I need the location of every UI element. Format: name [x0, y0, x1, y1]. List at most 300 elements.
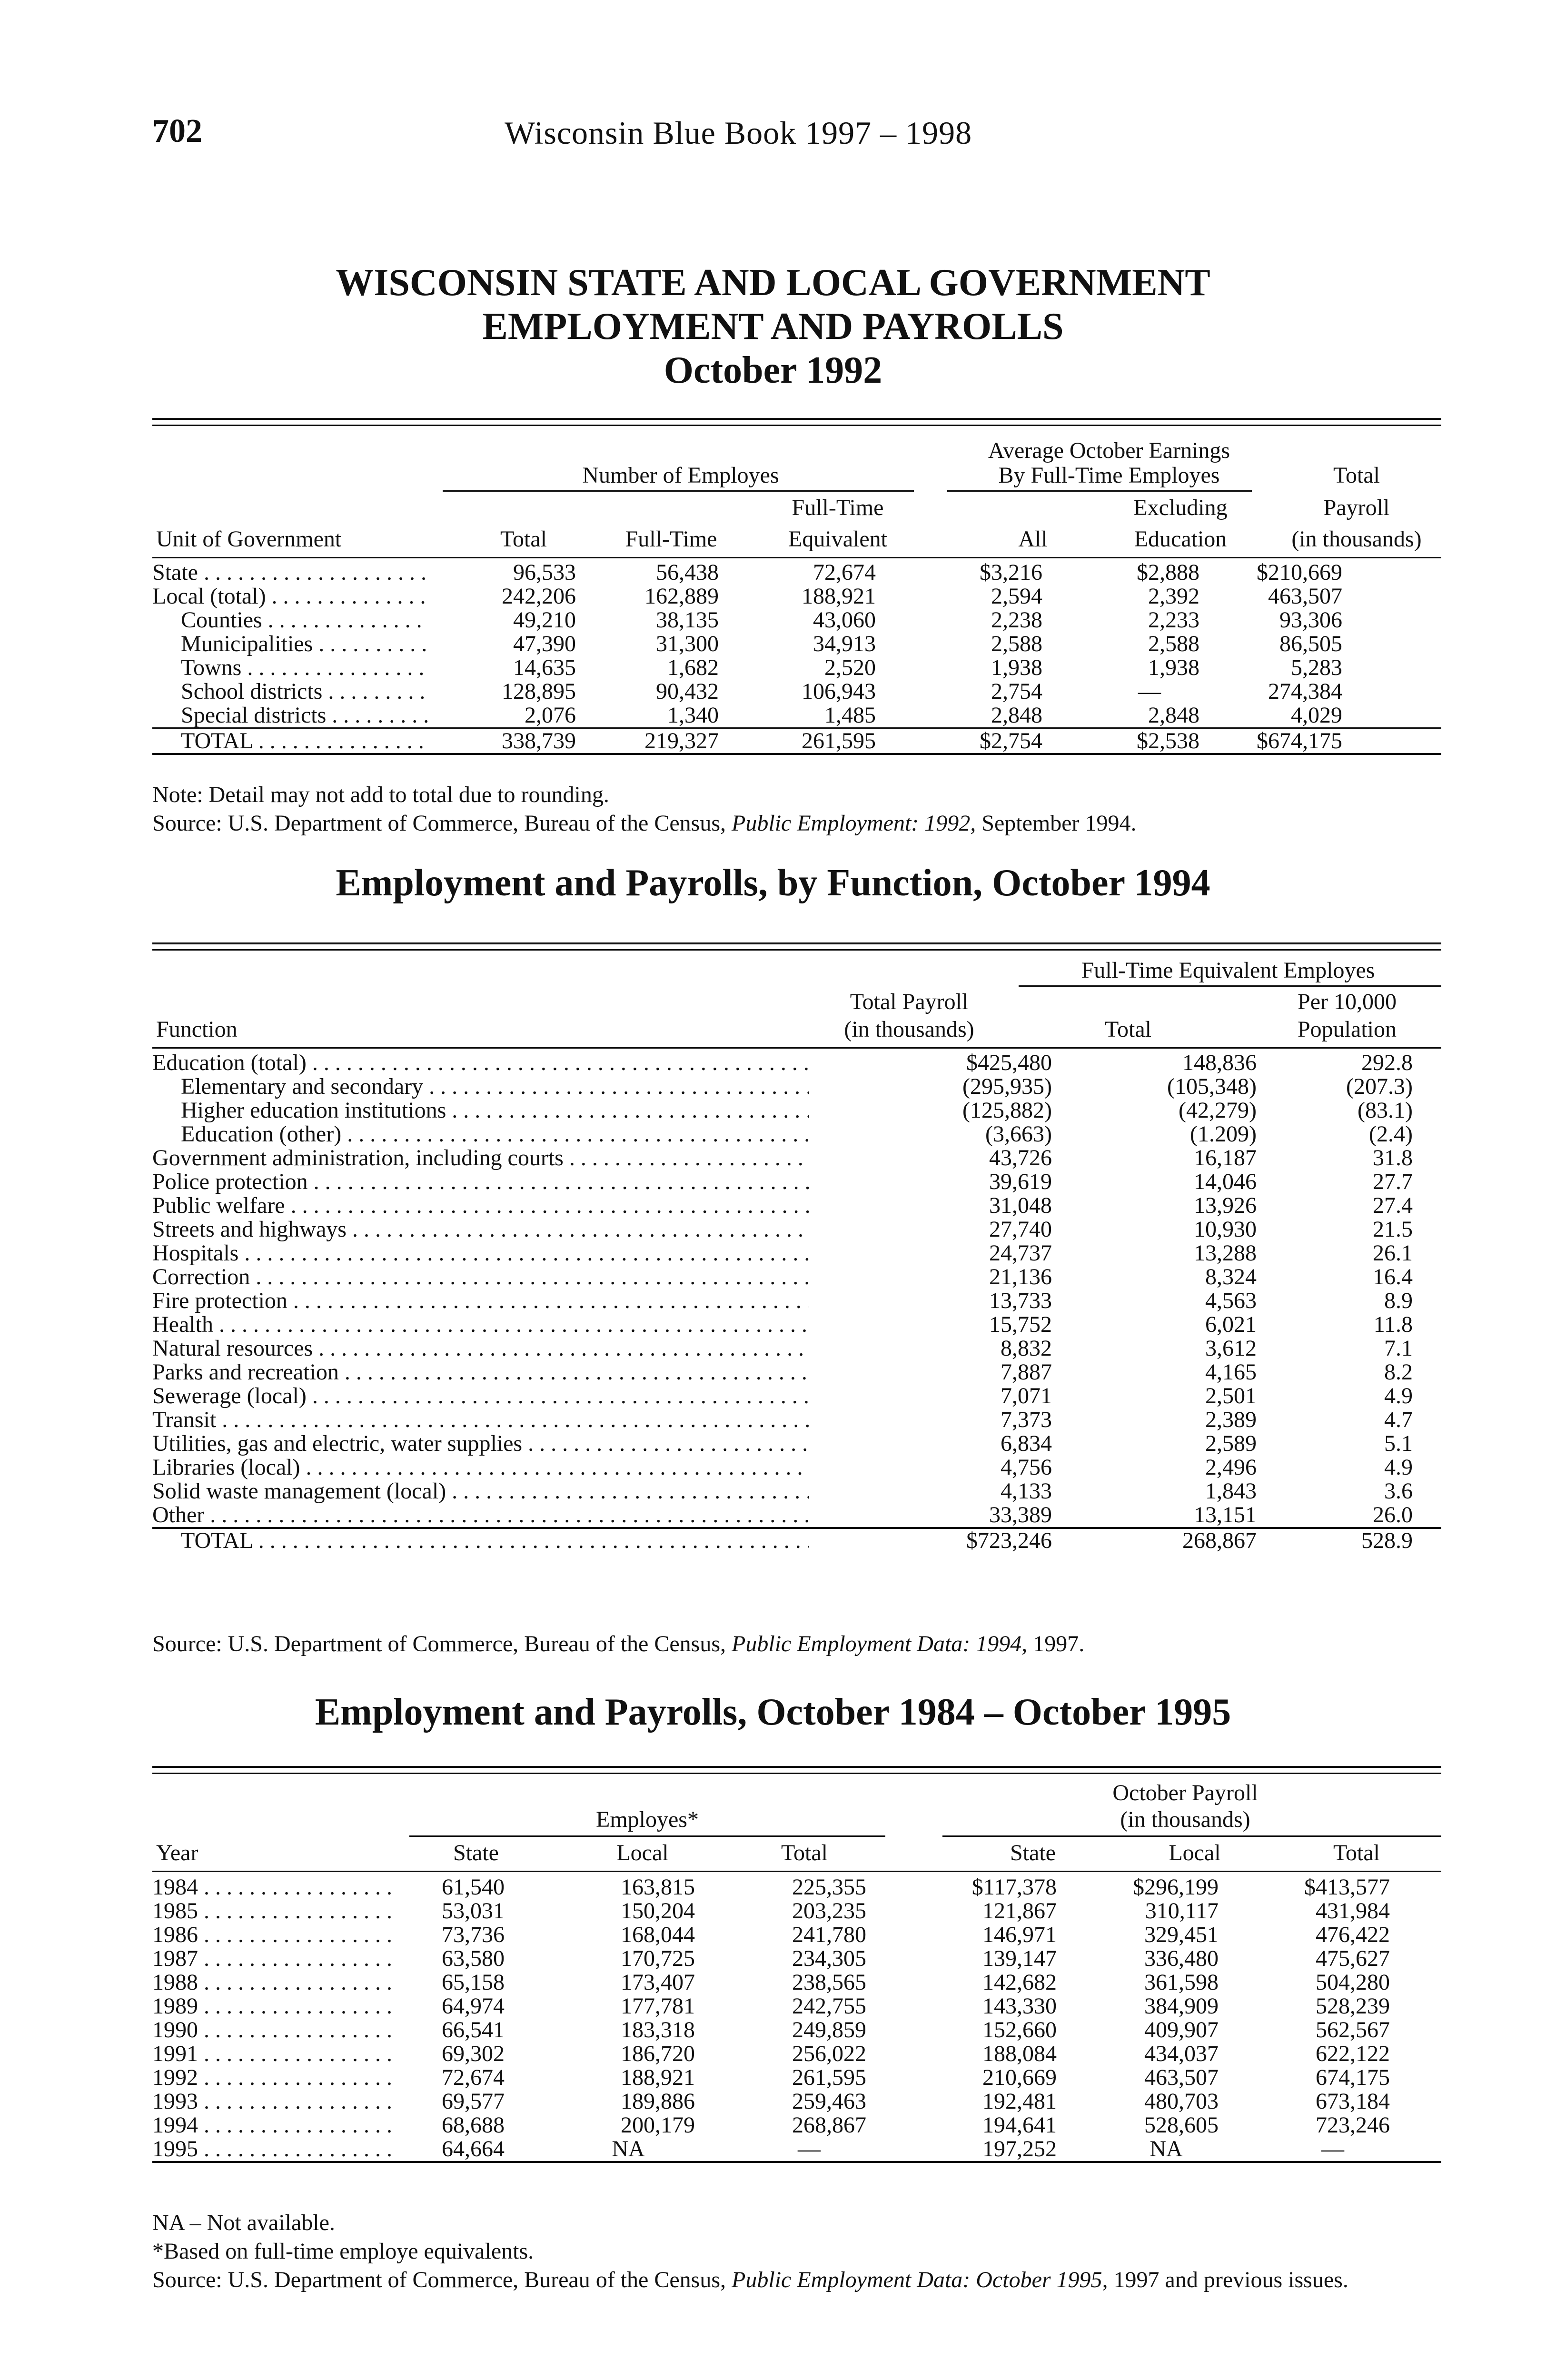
table1-fte: 2,520 — [824, 655, 876, 680]
table2-source-suffix: 1997. — [1027, 1631, 1085, 1656]
table2-function-text: Solid waste management (local) — [152, 1479, 446, 1503]
table2-total: 2,501 — [1205, 1383, 1257, 1408]
table2-function — [152, 1360, 814, 1384]
table1-total: 128,895 — [502, 679, 576, 704]
table2-function-text: Health — [152, 1313, 213, 1337]
table2-function-text: Hospitals — [152, 1241, 239, 1265]
table1-source-prefix: Source: U.S. Department of Commerce, Bureau of the Census, — [152, 811, 732, 836]
table2-function — [152, 1384, 814, 1408]
table2-source-prefix: Source: U.S. Department of Commerce, Bureau of the Census, — [152, 1631, 732, 1656]
table3-year-text: 1994 — [152, 2113, 198, 2137]
table2-row — [152, 1122, 1441, 1146]
table1-note: Note: Detail may not add to total due to rounding. — [152, 782, 609, 807]
table3-employes-rule — [409, 1835, 885, 1837]
table1-unit-text: Special districts — [181, 704, 327, 727]
table1-earnings-rule — [947, 490, 1252, 492]
table2-row — [152, 1241, 1441, 1265]
table3-col-year: Year — [156, 1840, 198, 1865]
table3-p-local: 384,909 — [1144, 1993, 1219, 2019]
running-head-year: 1997 – 1998 — [805, 115, 972, 151]
table1-total-fulltime: 219,327 — [576, 728, 719, 754]
table3-p-state: 143,330 — [982, 1993, 1057, 2019]
table1-col-fte-1: Full-Time — [792, 495, 884, 520]
table2-per: (83.1) — [1358, 1098, 1413, 1123]
table2-row — [152, 1313, 1441, 1337]
table3-row — [152, 2042, 1441, 2066]
table2-payroll: 39,619 — [989, 1169, 1052, 1194]
table3-p-state: 194,641 — [982, 2112, 1057, 2138]
table3-e-state: 69,577 — [442, 2089, 505, 2114]
table2-total: (105,348) — [1167, 1074, 1257, 1099]
table3-p-state: 146,971 — [982, 1922, 1057, 1947]
table1-payroll: 93,306 — [1279, 607, 1342, 633]
table3-e-state: 53,031 — [442, 1898, 505, 1924]
table3-spacer — [1418, 1899, 1441, 1923]
table2-per: 16.4 — [1373, 1264, 1413, 1289]
table2-per: 27.4 — [1373, 1193, 1413, 1218]
table3-source — [152, 2266, 1441, 2294]
table3-e-state: 64,974 — [442, 1993, 505, 2019]
table2-top-rule — [152, 942, 1441, 944]
table2-col-per-1: Per 10,000 — [1298, 989, 1397, 1014]
table3-p-local: NA — [1085, 2137, 1247, 2162]
table1-fulltime: 162,889 — [644, 584, 719, 609]
table2-row — [152, 1456, 1441, 1479]
table2-payroll: 4,756 — [1001, 1455, 1052, 1480]
table2-row — [152, 1194, 1441, 1218]
table1-col-excl-1: Excluding — [1133, 495, 1228, 520]
table2-per: 5.1 — [1384, 1431, 1413, 1456]
table2-row — [152, 1432, 1441, 1456]
table1-row — [152, 680, 1441, 704]
table3-p-total: $413,577 — [1304, 1874, 1390, 1900]
table1-fte: 72,674 — [813, 560, 876, 585]
table1-body — [152, 561, 1441, 755]
table1-spacer — [1342, 632, 1441, 656]
table1-fulltime: 90,432 — [656, 679, 719, 704]
table2-total: 13,288 — [1194, 1240, 1257, 1266]
table2-row — [152, 1146, 1441, 1170]
table2-payroll: (3,663) — [985, 1121, 1052, 1147]
table2-total: 16,187 — [1194, 1145, 1257, 1170]
table3-e-state: 63,580 — [442, 1946, 505, 1971]
table3-year — [152, 1923, 400, 1947]
table3-p-total: 622,122 — [1316, 2041, 1390, 2066]
table1-excl: 2,392 — [1148, 584, 1199, 609]
table2-row — [152, 1479, 1441, 1503]
table2-header-rule — [152, 1047, 1441, 1049]
table1-unit-text: Local (total) — [152, 585, 266, 608]
table2-payroll: (125,882) — [962, 1098, 1052, 1123]
table2-total: 13,151 — [1194, 1502, 1257, 1527]
table2-per: 8.2 — [1384, 1359, 1413, 1385]
table3-e-total: — — [723, 2137, 895, 2162]
table3-p-local: 329,451 — [1144, 1922, 1219, 1947]
table3-col-e-state: State — [453, 1840, 499, 1865]
table2-source-italic: Public Employment Data: 1994, — [732, 1631, 1028, 1656]
table1-unit — [152, 608, 433, 632]
table2-function — [152, 1051, 814, 1075]
table1-total-total: 338,739 — [433, 728, 576, 754]
table2-fte-rule — [1019, 985, 1441, 987]
table2-function — [152, 1099, 814, 1122]
table1-spacer — [1342, 728, 1441, 754]
table1-total-fte: 261,595 — [719, 728, 876, 754]
table3-year-text: 1991 — [152, 2042, 198, 2066]
table3-year-text: 1985 — [152, 1899, 198, 1923]
table1-payroll: $210,669 — [1257, 560, 1342, 585]
table2-col-payroll-1: Total Payroll — [850, 989, 969, 1014]
table2-per: 26.1 — [1373, 1240, 1413, 1266]
table2-function — [152, 1456, 814, 1479]
table3-spacer — [1418, 1971, 1441, 1994]
table2-payroll: 33,389 — [989, 1502, 1052, 1527]
table3-source-prefix: Source: U.S. Department of Commerce, Bureau of the Census, — [152, 2267, 732, 2292]
table3-top-rule-2 — [152, 1773, 1441, 1774]
table3-row — [152, 2090, 1441, 2113]
table3-spacer — [1418, 1947, 1441, 1971]
table2-per: 26.0 — [1373, 1502, 1413, 1527]
table1-col-payroll-2: Payroll — [1323, 495, 1390, 520]
table3-p-state: 197,252 — [895, 2137, 1085, 2162]
table1-payroll: 4,029 — [1199, 704, 1342, 728]
table2-top-rule-2 — [152, 949, 1441, 951]
table1-total-excl: $2,538 — [1042, 728, 1199, 754]
table3-header-rule — [152, 1871, 1441, 1872]
table1-row — [152, 608, 1441, 632]
table2-per: 7.1 — [1384, 1336, 1413, 1361]
table2-total-total: 268,867 — [1095, 1528, 1309, 1553]
table2-total: 2,589 — [1205, 1431, 1257, 1456]
table2-total: 2,496 — [1205, 1455, 1257, 1480]
table2-function-text: Public welfare — [152, 1194, 285, 1218]
table2-row — [152, 1337, 1441, 1360]
table2-total: 8,324 — [1205, 1264, 1257, 1289]
table2-function-text: Other — [152, 1503, 205, 1527]
table3-p-total: 504,280 — [1316, 1970, 1390, 1995]
table1-total-row — [152, 728, 1441, 754]
table2-per: 292.8 — [1361, 1050, 1413, 1075]
table1-total-label-text: TOTAL — [181, 729, 253, 753]
table2-payroll: 8,832 — [1001, 1336, 1052, 1361]
table1-total: 96,533 — [513, 560, 576, 585]
table1-fulltime: 38,135 — [656, 607, 719, 633]
table3-row — [152, 2137, 1441, 2162]
table2-body — [152, 1051, 1441, 1553]
table3-year-text: 1995 — [152, 2137, 198, 2161]
table3-payroll-rule — [942, 1835, 1441, 1837]
table3-title: Employment and Payrolls, October 1984 – October 1995 — [315, 1691, 1231, 1733]
table3-p-total: 562,567 — [1316, 2017, 1390, 2043]
table3-col-p-state: State — [1010, 1840, 1056, 1865]
table2-function-text: Natural resources — [152, 1337, 313, 1360]
table2-total-label — [152, 1528, 814, 1553]
table3-p-local: 310,117 — [1145, 1898, 1219, 1924]
table2-payroll: 6,834 — [1001, 1431, 1052, 1456]
table2-payroll: $425,480 — [966, 1050, 1052, 1075]
table3-p-state: 152,660 — [982, 2017, 1057, 2043]
table1-fte: 34,913 — [813, 631, 876, 656]
table1-fte: 43,060 — [813, 607, 876, 633]
table1-col-unit: Unit of Government — [156, 526, 342, 552]
table2-row — [152, 1170, 1441, 1194]
table3-year-text: 1990 — [152, 2018, 198, 2042]
table3-top-rule — [152, 1766, 1441, 1768]
table2-function — [152, 1337, 814, 1360]
table3-p-state: $117,378 — [971, 1874, 1057, 1900]
table3-year — [152, 1971, 400, 1994]
table2-row — [152, 1075, 1441, 1099]
table3-p-total: 673,184 — [1316, 2089, 1390, 2114]
table3-year-text: 1987 — [152, 1947, 198, 1971]
table1-unit-text: School districts — [181, 680, 323, 704]
table2-function — [152, 1241, 814, 1265]
table1-fulltime: 1,682 — [667, 655, 719, 680]
table1-fte: 188,921 — [802, 584, 876, 609]
table1-col-fulltime: Full-Time — [625, 526, 717, 552]
table1-all: $3,216 — [980, 560, 1042, 585]
table1-col-excl-2: Education — [1134, 526, 1227, 552]
table2-function — [152, 1432, 814, 1456]
table3-year — [152, 2090, 400, 2113]
table1-fte: 106,943 — [802, 679, 876, 704]
table1-spacer — [1342, 608, 1441, 632]
table3-e-total: 238,565 — [792, 1970, 866, 1995]
table1-top-rule-2 — [152, 425, 1441, 426]
table2-function-text: Elementary and secondary — [181, 1075, 424, 1099]
table1-col-payroll-1: Total — [1333, 463, 1380, 488]
table2-per: 8.9 — [1384, 1288, 1413, 1313]
table3-year — [152, 1947, 400, 1971]
table2-payroll: 21,136 — [989, 1264, 1052, 1289]
table2-function — [152, 1122, 814, 1146]
table1-title — [0, 261, 1546, 392]
table1-row — [152, 704, 1441, 728]
table3-p-total: 431,984 — [1316, 1898, 1390, 1924]
table3-p-local: 528,605 — [1144, 2112, 1219, 2138]
table2-total-label-text: TOTAL — [181, 1529, 253, 1553]
table1-unit-text: Counties — [181, 608, 262, 632]
table2-row — [152, 1051, 1441, 1075]
table1-group-earnings-2: By Full-Time Employes — [998, 463, 1220, 488]
table3-spacer — [1418, 2090, 1441, 2113]
table2-col-function: Function — [156, 1017, 238, 1042]
table1-title-line3: October 1992 — [664, 349, 882, 391]
table1-header-rule — [152, 557, 1441, 558]
table2-payroll: 13,733 — [989, 1288, 1052, 1313]
table2-payroll: 43,726 — [989, 1145, 1052, 1170]
table2-total: 6,021 — [1205, 1312, 1257, 1337]
table2-payroll: 31,048 — [989, 1193, 1052, 1218]
table3-body — [152, 1875, 1441, 2163]
table1-spacer — [1342, 704, 1441, 728]
table2-function-text: Correction — [152, 1265, 250, 1289]
table2-total: 4,165 — [1205, 1359, 1257, 1385]
table3-year — [152, 1994, 400, 2018]
table2-per: 4.9 — [1384, 1455, 1413, 1480]
table2-function — [152, 1408, 814, 1432]
table1-payroll: 86,505 — [1279, 631, 1342, 656]
table2-function — [152, 1503, 814, 1528]
table3-e-local: 189,886 — [621, 2089, 695, 2114]
table2-function-text: Higher education institutions — [181, 1099, 446, 1122]
table3-e-total: 241,780 — [792, 1922, 866, 1947]
table2-function — [152, 1289, 814, 1313]
table2-payroll: (295,935) — [962, 1074, 1052, 1099]
table1-fte: 1,485 — [719, 704, 876, 728]
table2-total: (1.209) — [1190, 1121, 1257, 1147]
table2-function — [152, 1218, 814, 1241]
table3-year — [152, 2066, 400, 2090]
table1-source-suffix: September 1994. — [976, 811, 1137, 836]
table2-payroll: 15,752 — [989, 1312, 1052, 1337]
running-head-word-3: Book — [724, 115, 797, 151]
table2-row — [152, 1408, 1441, 1432]
table2-function — [152, 1170, 814, 1194]
table1-unit — [152, 585, 433, 608]
table1-excl: 2,848 — [1042, 704, 1199, 728]
table1-total-all: $2,754 — [876, 728, 1042, 754]
table2-per: 4.9 — [1384, 1383, 1413, 1408]
table2-per: 21.5 — [1373, 1217, 1413, 1242]
table3-spacer — [1418, 1994, 1441, 2018]
table3-e-local: 188,921 — [621, 2065, 695, 2090]
table3-row — [152, 1971, 1441, 1994]
table3-e-total: 259,463 — [792, 2089, 866, 2114]
table2-function — [152, 1146, 814, 1170]
table3-e-local: 186,720 — [621, 2041, 695, 2066]
table2-total-row — [152, 1528, 1441, 1553]
table1-row — [152, 561, 1441, 585]
table2-total: 1,843 — [1205, 1478, 1257, 1504]
table2-function-text: Fire protection — [152, 1289, 287, 1313]
table2-row — [152, 1289, 1441, 1313]
table3-p-total: 476,422 — [1316, 1922, 1390, 1947]
table1-col-total: Total — [500, 526, 547, 552]
table1-fulltime: 1,340 — [576, 704, 719, 728]
table3-group-payroll-1: October Payroll — [1112, 1780, 1258, 1805]
table2-col-payroll-2: (in thousands) — [844, 1017, 974, 1042]
table2-row — [152, 1384, 1441, 1408]
table1-spacer — [1342, 561, 1441, 585]
table1-total: 14,635 — [513, 655, 576, 680]
table1-unit-text: Towns — [181, 656, 242, 680]
table3-e-local: NA — [533, 2137, 723, 2162]
table2-row — [152, 1265, 1441, 1289]
table1-excl: $2,888 — [1137, 560, 1199, 585]
table3-e-local: 173,407 — [621, 1970, 695, 1995]
table3-e-local: 150,204 — [621, 1898, 695, 1924]
table2-payroll: 24,737 — [989, 1240, 1052, 1266]
table3-p-state: 142,682 — [982, 1970, 1057, 1995]
table2-total: 148,836 — [1182, 1050, 1257, 1075]
table3-note-star: *Based on full-time employe equivalents. — [152, 2239, 534, 2264]
table2-function — [152, 1265, 814, 1289]
table3-e-state: 64,664 — [400, 2137, 533, 2162]
table1-row — [152, 585, 1441, 608]
table2-per: 27.7 — [1373, 1169, 1413, 1194]
table1-unit — [152, 561, 433, 585]
table1-unit — [152, 656, 433, 680]
table2-row — [152, 1218, 1441, 1241]
table1-all: 2,848 — [876, 704, 1042, 728]
table2-total-payroll: $723,246 — [814, 1528, 1095, 1553]
table3-spacer — [1418, 2066, 1441, 2090]
table3-e-total: 249,859 — [792, 2017, 866, 2043]
table1-top-rule — [152, 418, 1441, 420]
table3-e-local: 168,044 — [621, 1922, 695, 1947]
table3-p-local: 409,907 — [1144, 2017, 1219, 2043]
table2-row — [152, 1360, 1441, 1384]
table1-title-line2: EMPLOYMENT AND PAYROLLS — [482, 306, 1064, 347]
table3-source-italic: Public Employment Data: October 1995, — [732, 2267, 1108, 2292]
table2-per: (207.3) — [1346, 1074, 1413, 1099]
table3-e-local: 163,815 — [621, 1874, 695, 1900]
table3-year-text: 1992 — [152, 2066, 198, 2090]
table3-e-total: 203,235 — [792, 1898, 866, 1924]
table3-e-total: 268,867 — [792, 2112, 866, 2138]
table1-unit — [152, 632, 433, 656]
table2-per: (2.4) — [1369, 1121, 1413, 1147]
table2-total: 10,930 — [1194, 1217, 1257, 1242]
table3-col-p-total: Total — [1333, 1840, 1380, 1865]
table2-function — [152, 1479, 814, 1503]
table3-source-suffix: 1997 and previous issues. — [1108, 2267, 1348, 2292]
table3-p-local: $296,199 — [1133, 1874, 1219, 1900]
table1-unit — [152, 680, 433, 704]
table3-col-e-total: Total — [781, 1840, 828, 1865]
table3-p-state: 210,669 — [982, 2065, 1057, 2090]
table3-e-state: 61,540 — [442, 1874, 505, 1900]
table1-all: 2,594 — [991, 584, 1042, 609]
table3-p-local: 361,598 — [1144, 1970, 1219, 1995]
table3-year-text: 1988 — [152, 1971, 198, 1994]
table3-e-state: 66,541 — [442, 2017, 505, 2043]
table3-e-state: 68,688 — [442, 2112, 505, 2138]
table1-total-payroll: $674,175 — [1199, 728, 1342, 754]
table1-total: 2,076 — [433, 704, 576, 728]
table2-function-text: Education (total) — [152, 1051, 307, 1075]
table3-col-p-local: Local — [1169, 1840, 1221, 1865]
table3-e-local: 183,318 — [621, 2017, 695, 2043]
table1-excl: 2,233 — [1148, 607, 1199, 633]
table2-col-total: Total — [1105, 1017, 1151, 1042]
table2-function-text: Police protection — [152, 1170, 308, 1194]
table3-p-total: — — [1247, 2137, 1418, 2162]
table2-group-fte: Full-Time Equivalent Employes — [1081, 958, 1375, 983]
table3-e-total: 225,355 — [792, 1874, 866, 1900]
table3-p-local: 434,037 — [1144, 2041, 1219, 2066]
table3-row — [152, 1947, 1441, 1971]
table3-year — [152, 2137, 400, 2162]
table1-excl: — — [1138, 679, 1161, 704]
table3-p-state: 192,481 — [982, 2089, 1057, 2114]
table1-col-all: All — [1018, 526, 1048, 552]
table3-p-total: 475,627 — [1316, 1946, 1390, 1971]
table2-function-text: Transit — [152, 1408, 217, 1432]
table3-group-employes: Employes* — [596, 1807, 699, 1832]
table2-col-per-2: Population — [1297, 1017, 1397, 1042]
table2-function-text: Government administration, including courts — [152, 1146, 564, 1170]
table2-function-text: Libraries (local) — [152, 1456, 300, 1479]
table1-all: 2,754 — [991, 679, 1042, 704]
table3-year — [152, 2113, 400, 2137]
table2-function-text: Parks and recreation — [152, 1360, 339, 1384]
table1-group-earnings-1: Average October Earnings — [988, 438, 1230, 463]
page-number: 702 — [152, 113, 202, 149]
table3-row — [152, 1899, 1441, 1923]
table2-per: 31.8 — [1373, 1145, 1413, 1170]
